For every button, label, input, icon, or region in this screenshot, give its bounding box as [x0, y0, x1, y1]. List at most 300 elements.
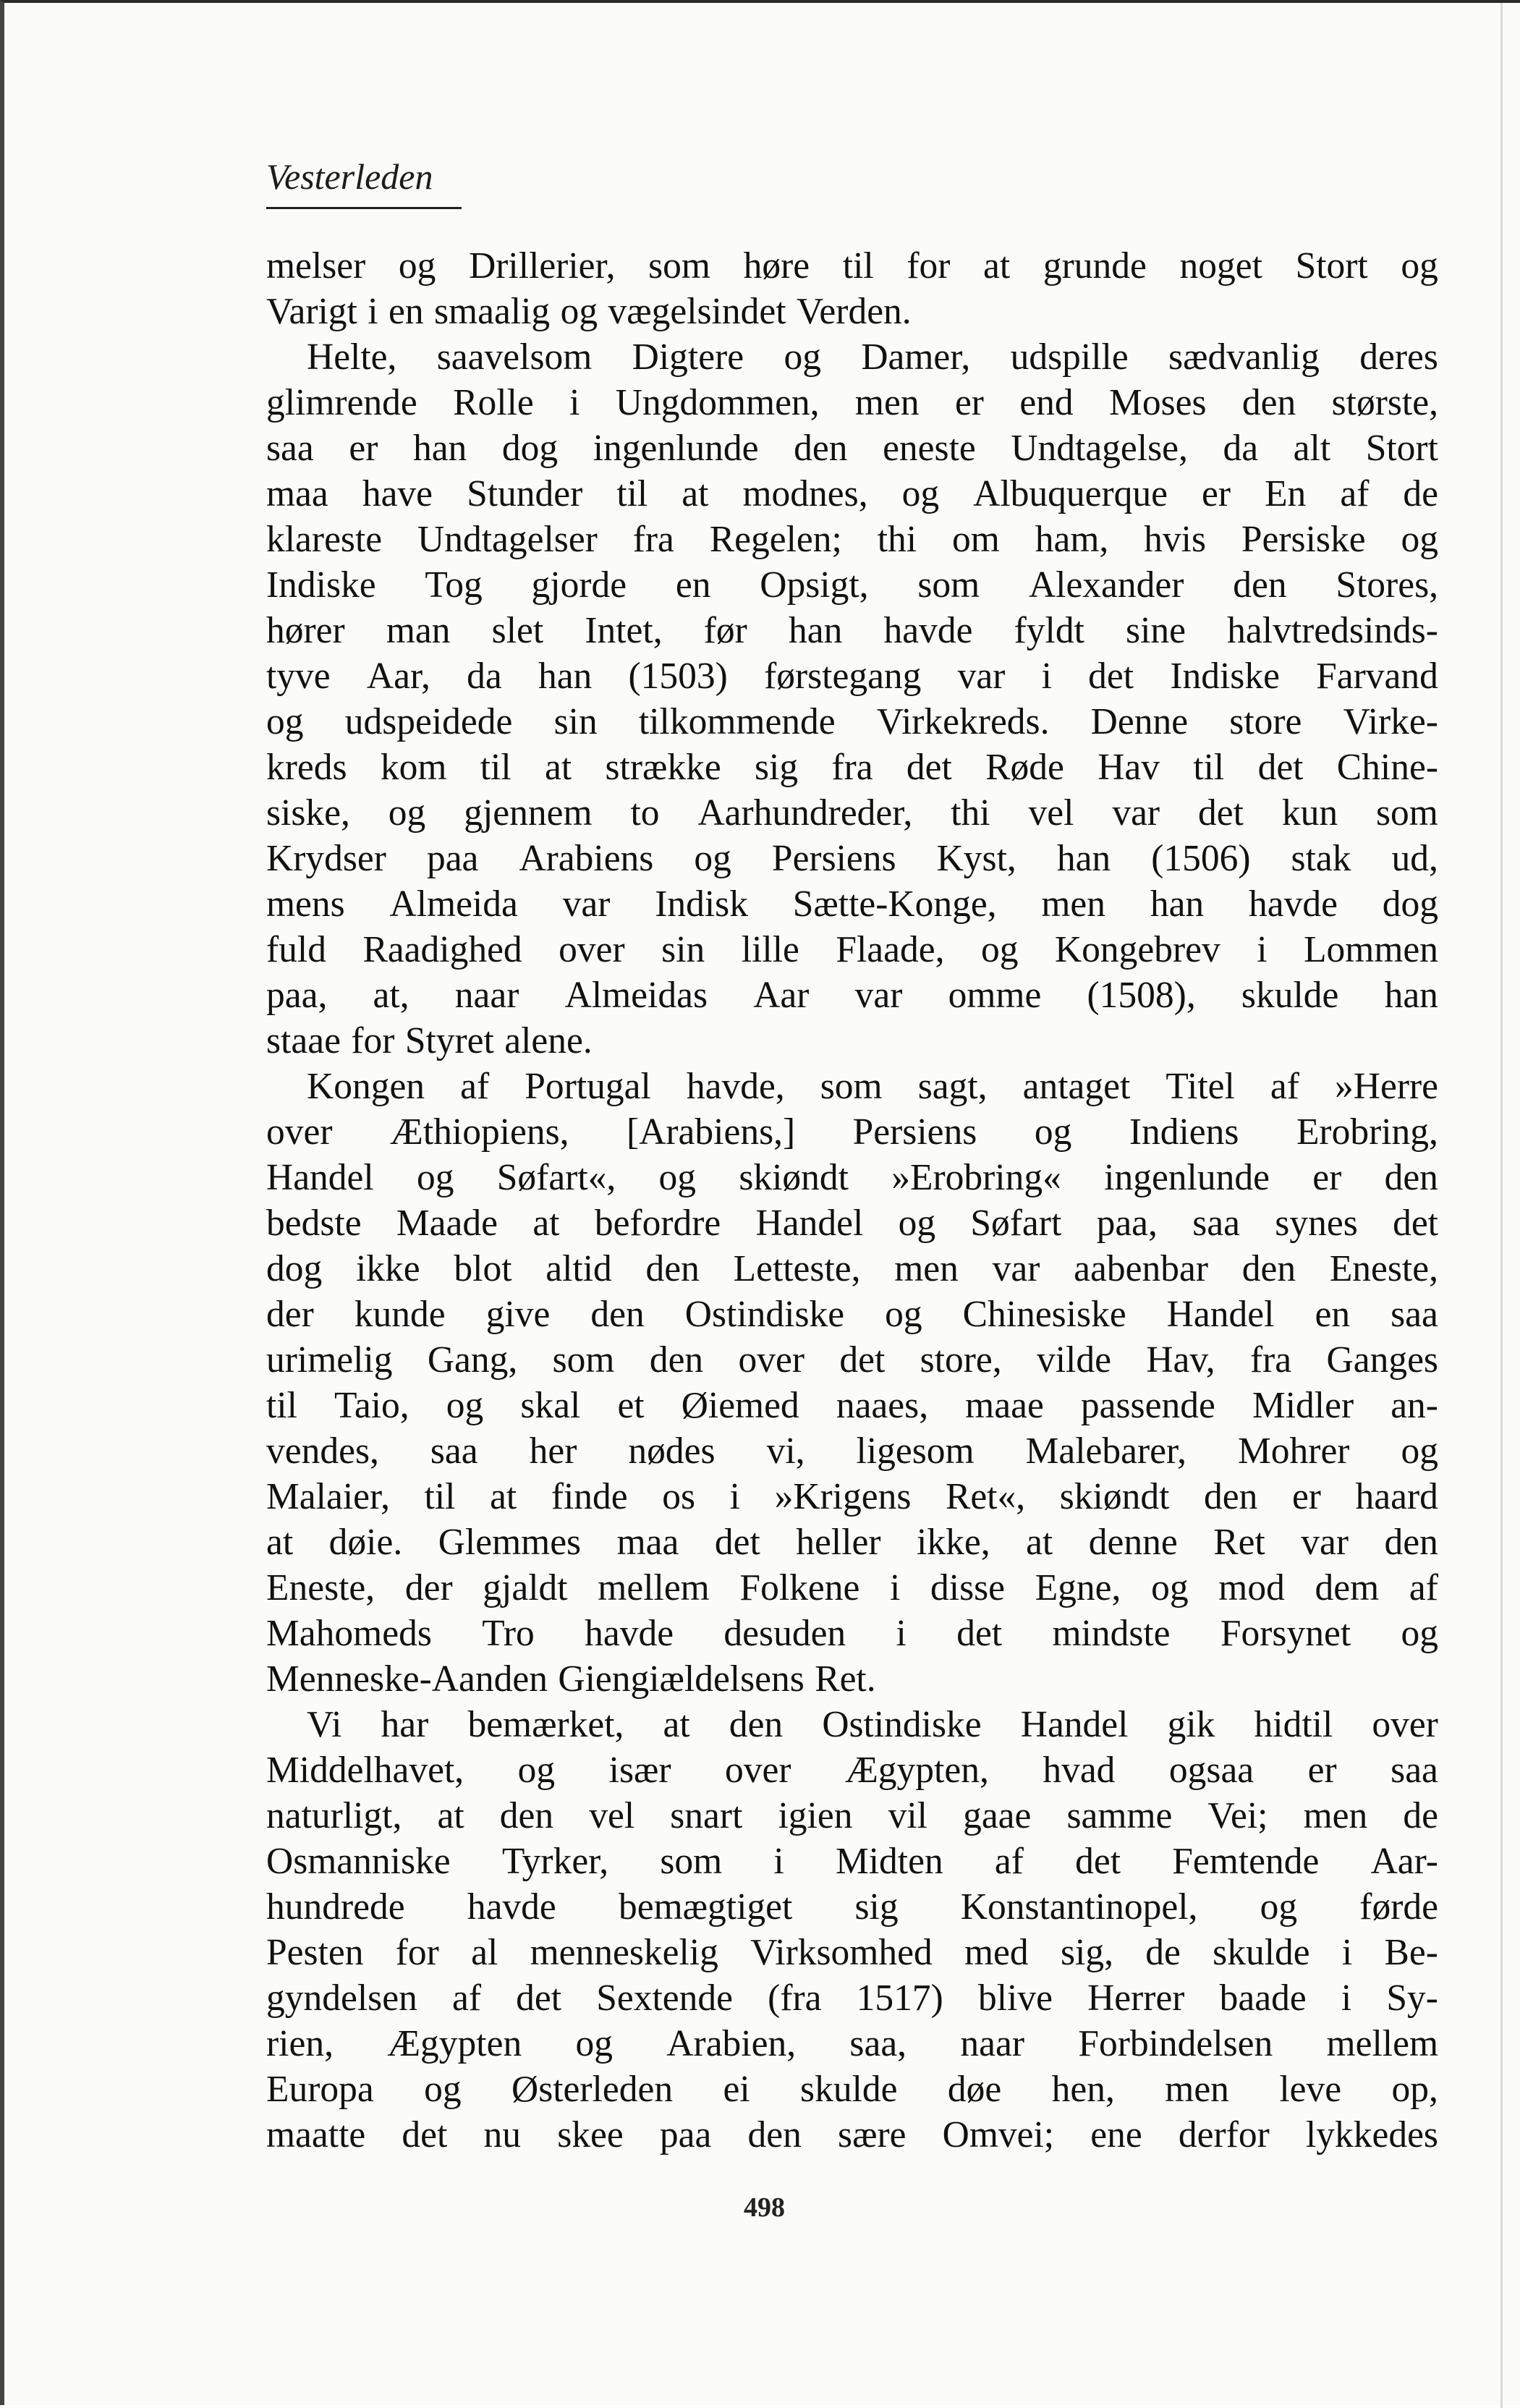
- word: Intet,: [585, 610, 663, 651]
- word: men: [854, 382, 920, 423]
- word: baade: [1219, 1977, 1307, 2019]
- word: i: [729, 1476, 740, 1517]
- word: dog: [1382, 883, 1438, 925]
- word: Handel: [1166, 1294, 1275, 1335]
- word: lille: [741, 929, 799, 970]
- word: største,: [1331, 382, 1438, 423]
- word: at: [490, 1476, 517, 1517]
- word: Digtere: [632, 336, 744, 378]
- word: Persiske: [1241, 519, 1366, 560]
- body-text: [266, 243, 1438, 2182]
- word: er: [1307, 1750, 1337, 1791]
- text-line: [266, 1200, 1438, 1246]
- word: Handel: [266, 1157, 374, 1198]
- word: til: [424, 1476, 456, 1517]
- word: at: [437, 1795, 464, 1836]
- word: det: [714, 1522, 760, 1563]
- text-line: [266, 1018, 1438, 1064]
- word: førstegang: [764, 656, 922, 697]
- word: det: [1088, 656, 1134, 697]
- word: alt: [1293, 428, 1331, 469]
- word: ingenlunde: [1104, 1157, 1270, 1198]
- word: i: [1257, 929, 1268, 970]
- word: som: [917, 564, 980, 606]
- word: grunde: [1043, 245, 1147, 287]
- word: i: [368, 291, 378, 332]
- word: omme: [948, 975, 1042, 1016]
- word: Forsynet: [1220, 1613, 1351, 1654]
- text-line: [266, 927, 1438, 972]
- word: saa: [1192, 1203, 1240, 1244]
- word: med: [964, 1932, 1029, 1973]
- word: maae: [965, 1385, 1044, 1426]
- word: før: [703, 610, 747, 651]
- text-line: [266, 243, 1438, 289]
- word: af: [451, 1977, 481, 2019]
- word: som: [552, 1339, 615, 1381]
- word: ligesom: [856, 1430, 975, 1472]
- word: og: [980, 929, 1019, 970]
- word: det: [1075, 1841, 1121, 1882]
- word: hen,: [1051, 2069, 1115, 2110]
- word: Albuquerque: [973, 473, 1168, 514]
- word: skulde: [1241, 975, 1339, 1016]
- word: af: [1270, 1066, 1299, 1107]
- word: den: [1384, 1522, 1438, 1563]
- text-line: [266, 1702, 1438, 1747]
- word: Kongebrev: [1054, 929, 1220, 970]
- word: os: [662, 1476, 696, 1517]
- word: Krydser: [266, 838, 386, 879]
- word: de: [1403, 473, 1438, 514]
- word: gyndelsen: [266, 1977, 417, 2019]
- word: Persiens: [771, 838, 896, 879]
- word: over: [266, 1111, 333, 1153]
- word: menneskelig: [530, 1932, 718, 1973]
- word: er: [1202, 473, 1231, 514]
- word: den: [794, 428, 848, 469]
- word: de: [1145, 1932, 1181, 1973]
- word: og: [575, 2023, 613, 2064]
- word: ikke,: [917, 1522, 990, 1563]
- word: Ostindiske: [822, 1704, 982, 1745]
- word: Regelen;: [709, 519, 842, 560]
- word: udspeidede: [344, 701, 513, 742]
- word: Helte,: [307, 336, 397, 378]
- word: Ganges: [1326, 1339, 1438, 1381]
- word: melser: [266, 245, 366, 287]
- word: og: [1401, 519, 1438, 560]
- word: døie.: [328, 1522, 403, 1563]
- word: Portugal: [525, 1066, 651, 1107]
- word: Malebarer,: [1025, 1430, 1186, 1472]
- word: men: [1303, 1795, 1368, 1836]
- word: Indiens: [1129, 1111, 1239, 1153]
- word: bedste: [266, 1203, 362, 1244]
- text-line: [266, 745, 1438, 790]
- text-line: [266, 517, 1438, 562]
- word: Aar: [753, 975, 810, 1016]
- word: han: [1384, 975, 1438, 1016]
- text-line: [266, 2112, 1438, 2158]
- word: da: [467, 656, 502, 697]
- word: Handel: [1020, 1704, 1129, 1745]
- word: Vi: [307, 1704, 342, 1745]
- word: høre: [743, 245, 810, 287]
- word: man: [386, 610, 451, 651]
- word: passende: [1080, 1385, 1215, 1426]
- word: Sætte-Konge,: [792, 883, 997, 925]
- word: Varigt: [266, 291, 357, 332]
- word: han: [1150, 883, 1205, 925]
- word: og: [398, 245, 436, 287]
- text-line: [266, 1246, 1438, 1292]
- word: (fra: [768, 1977, 822, 2019]
- word: »Krigens: [774, 1476, 912, 1517]
- word: Alexander: [1028, 564, 1184, 606]
- word: vil: [888, 1795, 927, 1836]
- word: skulde: [1213, 1932, 1310, 1973]
- word: snart: [670, 1795, 743, 1836]
- word: er: [349, 428, 378, 469]
- word: Folkene: [739, 1567, 860, 1608]
- word: i: [890, 1567, 901, 1608]
- word: Stunder: [467, 473, 583, 514]
- word: Søfart: [970, 1203, 1062, 1244]
- word: Middelhavet,: [266, 1750, 464, 1791]
- word: strække: [605, 747, 721, 788]
- word: Glemmes: [438, 1522, 582, 1563]
- text-line: [266, 1155, 1438, 1200]
- word: alene.: [504, 1020, 593, 1061]
- word: der: [266, 1294, 314, 1335]
- word: Virke-: [1343, 701, 1438, 742]
- word: an-: [1390, 1385, 1438, 1426]
- word: antaget: [1022, 1066, 1131, 1107]
- word: store: [1229, 701, 1302, 742]
- word: Stores,: [1336, 564, 1438, 606]
- word: og: [1034, 1111, 1072, 1153]
- word: blive: [977, 1977, 1053, 2019]
- word: den: [1233, 564, 1287, 606]
- word: finde: [551, 1476, 628, 1517]
- word: her: [529, 1430, 577, 1472]
- word: hundrede: [266, 1886, 405, 1928]
- word: sære: [838, 2114, 907, 2155]
- word: sine: [1126, 610, 1186, 651]
- word: i: [1341, 1977, 1352, 2019]
- word: dem: [1315, 1567, 1380, 1608]
- text-line: [266, 608, 1438, 653]
- word: denne: [1088, 1522, 1178, 1563]
- word: glimrende: [266, 382, 417, 423]
- word: en: [1315, 1294, 1351, 1335]
- word: »Herre: [1335, 1066, 1438, 1107]
- word: Kyst,: [936, 838, 1016, 879]
- word: Stort: [1295, 245, 1368, 287]
- word: Mohrer: [1238, 1430, 1350, 1472]
- word: vendes,: [266, 1430, 379, 1472]
- word: skee: [557, 2114, 624, 2155]
- word: vel: [1028, 792, 1074, 834]
- word: altid: [545, 1248, 612, 1289]
- word: Chinesiske: [962, 1294, 1126, 1335]
- word: af: [994, 1841, 1024, 1882]
- text-line: [266, 1337, 1438, 1383]
- word: (1503): [628, 656, 728, 697]
- word: synes: [1275, 1203, 1358, 1244]
- word: Farvand: [1316, 656, 1438, 697]
- word: Ret«,: [945, 1476, 1026, 1517]
- word: døe: [947, 2069, 1002, 2110]
- word: have: [362, 473, 433, 514]
- word: Virksomhed: [750, 1932, 933, 1973]
- word: end: [1019, 382, 1074, 423]
- word: som: [1376, 792, 1438, 834]
- word: Virkekreds.: [876, 701, 1050, 742]
- word: har: [381, 1704, 429, 1745]
- word: mod: [1218, 1567, 1285, 1608]
- word: eneste: [883, 428, 976, 469]
- page-header: [266, 152, 1438, 210]
- text-line: [266, 1793, 1438, 1839]
- word: en: [388, 291, 424, 332]
- word: er: [1312, 1157, 1342, 1198]
- word: Pesten: [266, 1932, 364, 1973]
- word: gjorde: [531, 564, 627, 606]
- word: er: [1291, 1476, 1321, 1517]
- word: det: [956, 1613, 1003, 1654]
- word: i: [1341, 1932, 1353, 1973]
- word: af: [1340, 473, 1370, 514]
- word: noget: [1179, 245, 1262, 287]
- word: de: [1403, 1795, 1438, 1836]
- word: fra: [831, 747, 873, 788]
- word: al: [471, 1932, 498, 1973]
- word: i: [896, 1613, 907, 1654]
- word: paa: [426, 838, 479, 879]
- word: dog: [266, 1248, 323, 1289]
- word: Hav,: [1146, 1339, 1215, 1381]
- word: over: [738, 1339, 805, 1381]
- word: var: [992, 1248, 1040, 1289]
- word: sædvanlig: [1168, 336, 1320, 378]
- word: Raadighed: [362, 929, 522, 970]
- text-line: [266, 1656, 1438, 1702]
- word: den: [1241, 1248, 1296, 1289]
- word: og: [517, 1750, 556, 1791]
- word: Vei;: [1207, 1795, 1268, 1836]
- text-line: [266, 699, 1438, 745]
- word: som: [820, 1066, 883, 1107]
- word: og: [1260, 1886, 1298, 1928]
- word: (1506): [1151, 838, 1251, 879]
- word: fra: [1250, 1339, 1292, 1381]
- word: den: [499, 1795, 554, 1836]
- word: smaalig: [434, 291, 551, 332]
- word: Denne: [1090, 701, 1189, 742]
- word: og: [885, 1294, 922, 1335]
- word: og: [1401, 245, 1438, 287]
- word: havde: [585, 1613, 674, 1654]
- text-line: [266, 2021, 1438, 2066]
- word: Stort: [1365, 428, 1438, 469]
- word: og: [1401, 1430, 1438, 1472]
- word: den: [1384, 1157, 1438, 1198]
- word: Egne,: [1035, 1567, 1121, 1608]
- word: især: [608, 1750, 671, 1791]
- word: staae: [266, 1020, 341, 1061]
- word: at: [682, 473, 709, 514]
- word: der: [404, 1567, 453, 1608]
- word: Forbindelsen: [1078, 2023, 1273, 2064]
- word: Almeida: [389, 883, 518, 925]
- word: kunde: [354, 1294, 446, 1335]
- text-line: [266, 972, 1438, 1018]
- word: heller: [796, 1522, 881, 1563]
- word: saa: [430, 1430, 478, 1472]
- word: et: [617, 1385, 645, 1426]
- word: tyve: [266, 656, 331, 697]
- word: kun: [1281, 792, 1338, 834]
- word: ikke: [355, 1248, 420, 1289]
- word: den: [747, 2114, 802, 2155]
- word: havde: [467, 1886, 556, 1928]
- word: som: [660, 1841, 723, 1882]
- word: Æthiopiens,: [390, 1111, 569, 1153]
- text-line: [266, 1474, 1438, 1519]
- word: Moses: [1109, 382, 1207, 423]
- word: havde: [883, 610, 973, 651]
- word: Chine-: [1336, 747, 1438, 788]
- word: gjaldt: [483, 1567, 568, 1608]
- word: ene: [1090, 2114, 1142, 2155]
- word: op,: [1391, 2069, 1438, 2110]
- word: Eneste,: [266, 1567, 375, 1608]
- word: Eneste,: [1329, 1248, 1438, 1289]
- text-line: [266, 1565, 1438, 1611]
- word: Arabiens: [519, 838, 654, 879]
- word: thi: [951, 792, 990, 834]
- word: gik: [1167, 1704, 1215, 1745]
- word: [Arabiens,]: [627, 1111, 796, 1153]
- word: Ret: [1213, 1522, 1265, 1563]
- word: Mahomeds: [266, 1613, 432, 1654]
- word: blot: [454, 1248, 512, 1289]
- word: paa,: [266, 975, 328, 1016]
- word: sin: [661, 929, 705, 970]
- word: og: [658, 1157, 697, 1198]
- word: at: [266, 1522, 294, 1563]
- word: og: [417, 1157, 454, 1198]
- word: til: [480, 747, 511, 788]
- word: to: [630, 792, 660, 834]
- word: Undtagelser: [417, 519, 598, 560]
- word: store,: [920, 1339, 1002, 1381]
- word: saavelsom: [436, 336, 593, 378]
- word: over: [1372, 1704, 1438, 1745]
- word: i: [569, 382, 580, 423]
- word: Tro: [482, 1613, 535, 1654]
- word: Europa: [266, 2069, 374, 2110]
- word: naaes,: [836, 1385, 929, 1426]
- word: Indiske: [266, 564, 376, 606]
- word: leve: [1279, 2069, 1342, 2110]
- word: saa,: [849, 2023, 907, 2064]
- word: at,: [373, 975, 409, 1016]
- word: Tyrker,: [501, 1841, 609, 1882]
- word: mellem: [598, 1567, 710, 1608]
- word: nu: [483, 2114, 522, 2155]
- word: saa: [1390, 1294, 1438, 1335]
- word: den: [729, 1704, 784, 1745]
- word: og: [424, 2069, 462, 2110]
- word: siske,: [266, 792, 350, 834]
- word: vilde: [1036, 1339, 1111, 1381]
- word: Aar-: [1370, 1841, 1438, 1882]
- word: at: [663, 1704, 690, 1745]
- word: det: [402, 2114, 448, 2155]
- word: hvis: [1144, 519, 1207, 560]
- text-line: [266, 1519, 1438, 1565]
- text-line: [266, 334, 1438, 380]
- word: naturligt,: [266, 1795, 402, 1836]
- word: var: [854, 975, 903, 1016]
- word: den: [649, 1339, 704, 1381]
- word: Søfart«,: [496, 1157, 616, 1198]
- word: Tog: [425, 564, 483, 606]
- word: for: [351, 1020, 395, 1061]
- word: og: [694, 838, 731, 879]
- word: han: [538, 656, 593, 697]
- word: sig: [854, 1886, 899, 1928]
- word: Undtagelse,: [1011, 428, 1188, 469]
- text-line: [266, 1428, 1438, 1474]
- word: ingenlunde: [593, 428, 759, 469]
- word: Menneske-Aanden: [266, 1658, 548, 1700]
- word: Røde: [985, 747, 1064, 788]
- word: det: [1198, 792, 1244, 834]
- text-line: [266, 881, 1438, 927]
- text-line: [266, 1747, 1438, 1793]
- word: det: [1257, 747, 1304, 788]
- header-rule: [266, 207, 462, 209]
- word: Sextende: [596, 1977, 734, 2019]
- word: Erobring,: [1296, 1111, 1438, 1153]
- word: lykkedes: [1305, 2114, 1438, 2155]
- word: fyldt: [1014, 610, 1084, 651]
- word: give: [485, 1294, 551, 1335]
- word: i: [1041, 656, 1052, 697]
- word: fra: [632, 519, 674, 560]
- word: Lommen: [1304, 929, 1438, 970]
- word: men: [1165, 2069, 1229, 2110]
- word: Konstantinopel,: [960, 1886, 1198, 1928]
- word: saa: [1390, 1750, 1438, 1791]
- word: i: [773, 1841, 784, 1882]
- word: maatte: [266, 2114, 366, 2155]
- word: Opsigt,: [760, 564, 869, 606]
- word: gjennem: [464, 792, 593, 834]
- word: vi,: [766, 1430, 805, 1472]
- word: men: [1041, 883, 1106, 925]
- word: er: [954, 382, 984, 423]
- word: men: [894, 1248, 959, 1289]
- word: vægelsindet: [608, 291, 786, 332]
- word: naar: [960, 2023, 1024, 2064]
- text-line: [266, 1884, 1438, 1930]
- word: den: [590, 1294, 645, 1335]
